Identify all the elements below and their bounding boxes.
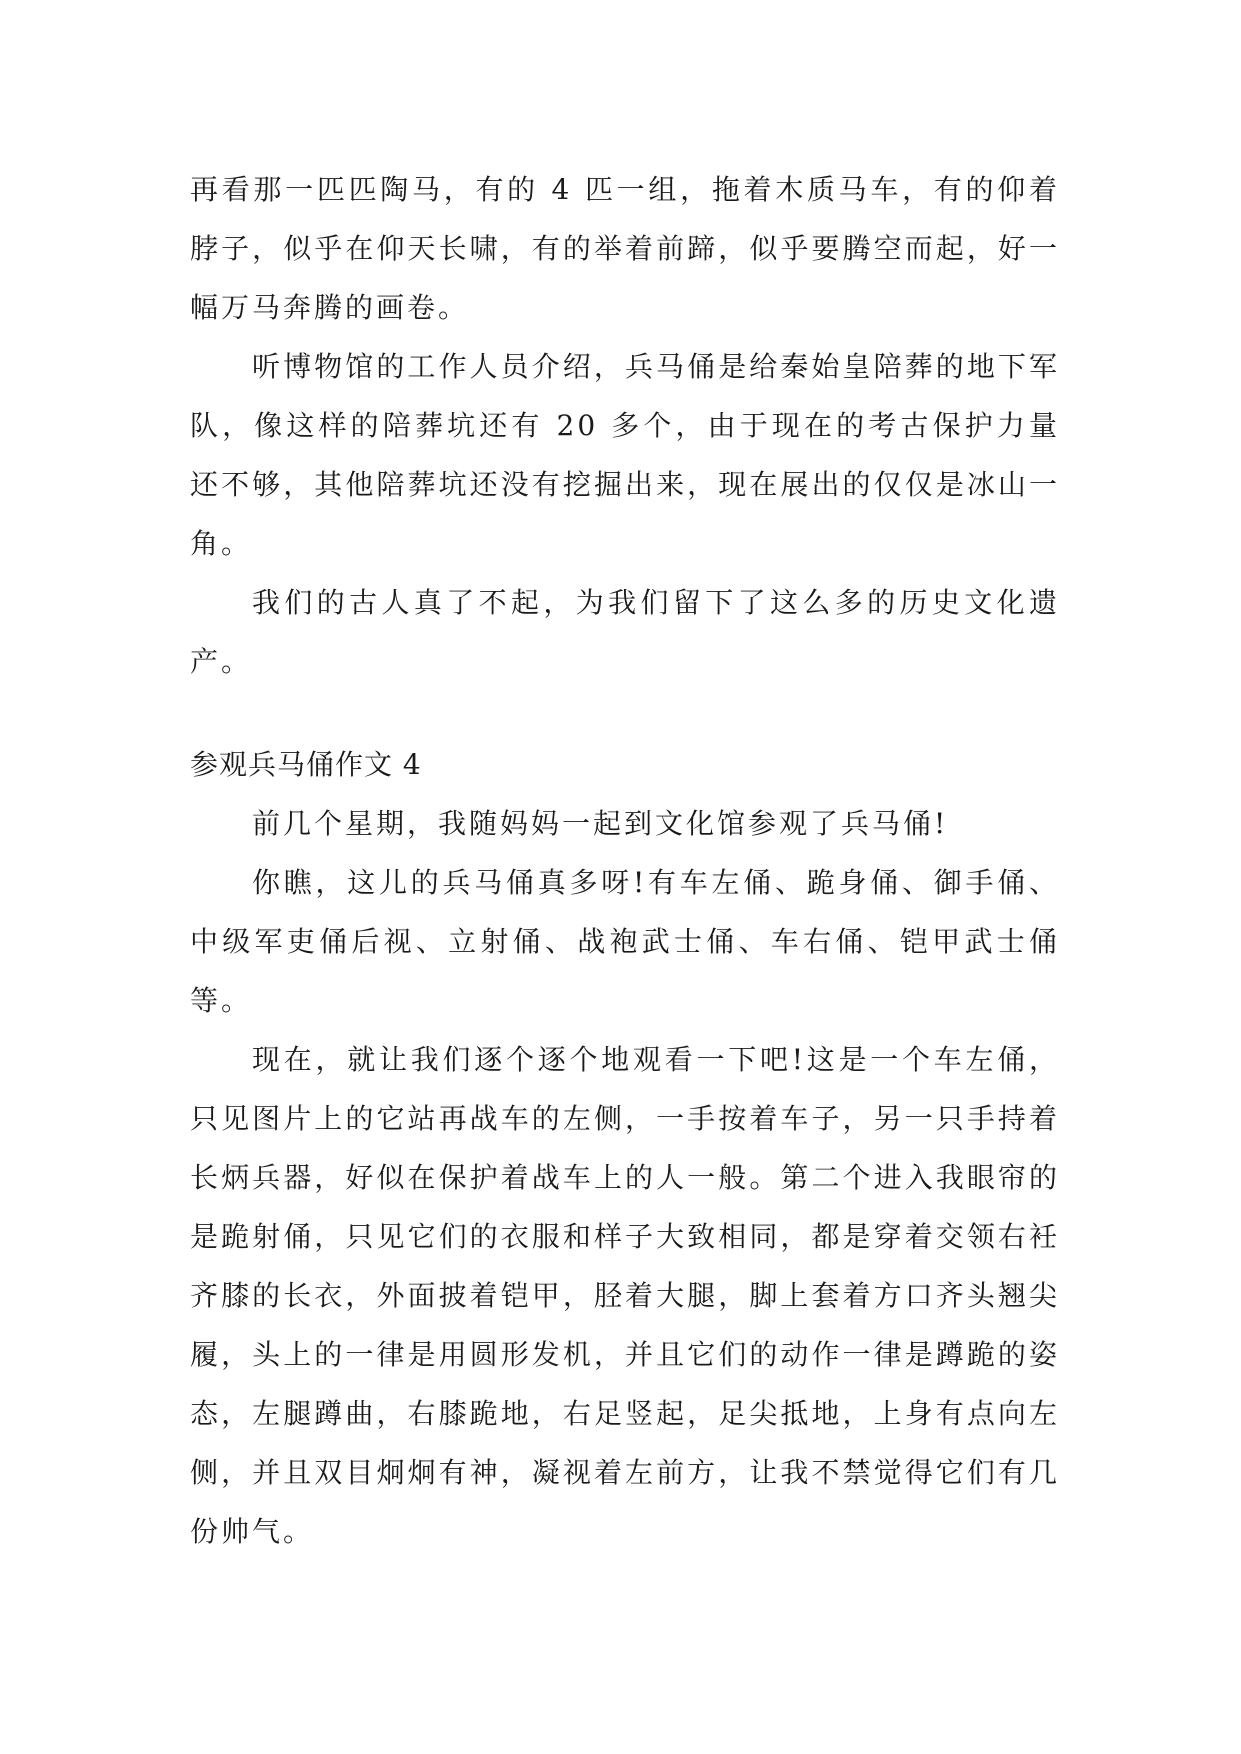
paragraph-ancient-people: 我们的古人真了不起，为我们留下了这么多的历史文化遗产。 [190,586,1060,678]
paragraph-museum-staff: 听博物馆的工作人员介绍，兵马俑是给秦始皇陪葬的地下军队，像这样的陪葬坑还有 20 多个，由于现在的考古保护力量还不够，其他陪葬坑还没有挖掘出来，现在展出的仅仅是冰山一角。 [190,350,1060,560]
paragraph-warrior-types: 你瞧，这儿的兵马俑真多呀!有车左俑、跪身俑、御手俑、中级军吏俑后视、立射俑、战袍武士俑、车右俑、铠甲武士俑等。 [190,866,1060,1017]
document-page [190,160,1060,1561]
section-title: 参观兵马俑作文 4 [190,748,422,781]
paragraph-visit-intro: 前几个星期，我随妈妈一起到文化馆参观了兵马俑! [252,807,949,840]
paragraph-pottery-horses: 再看那一匹匹陶马，有的 4 匹一组，拖着木质马车，有的仰着脖子，似乎在仰天长啸，有的举着前蹄，似乎要腾空而起，好一幅万马奔腾的画卷。 [190,173,1060,324]
paragraph-warrior-details: 现在，就让我们逐个逐个地观看一下吧!这是一个车左俑，只见图片上的它站再战车的左侧，一手按着车子，另一只手持着长炳兵器，好似在保护着战车上的人一般。第二个进入我眼帘的是跪射俑，只见它们的衣服和样子大致相同，都是穿着交领右衽齐膝的长衣，外面披着铠甲，胫着大腿，脚上套着方口齐头翘尖履，头上的一律是用圆形发机，并且它们的动作一律是蹲跪的姿态，左腿蹲曲，右膝跪地，右足竖起，足尖抵地，上身有点向左侧，并且双目炯炯有神，凝视着左前方，让我不禁觉得它们有几份帅气。 [190,1043,1060,1548]
